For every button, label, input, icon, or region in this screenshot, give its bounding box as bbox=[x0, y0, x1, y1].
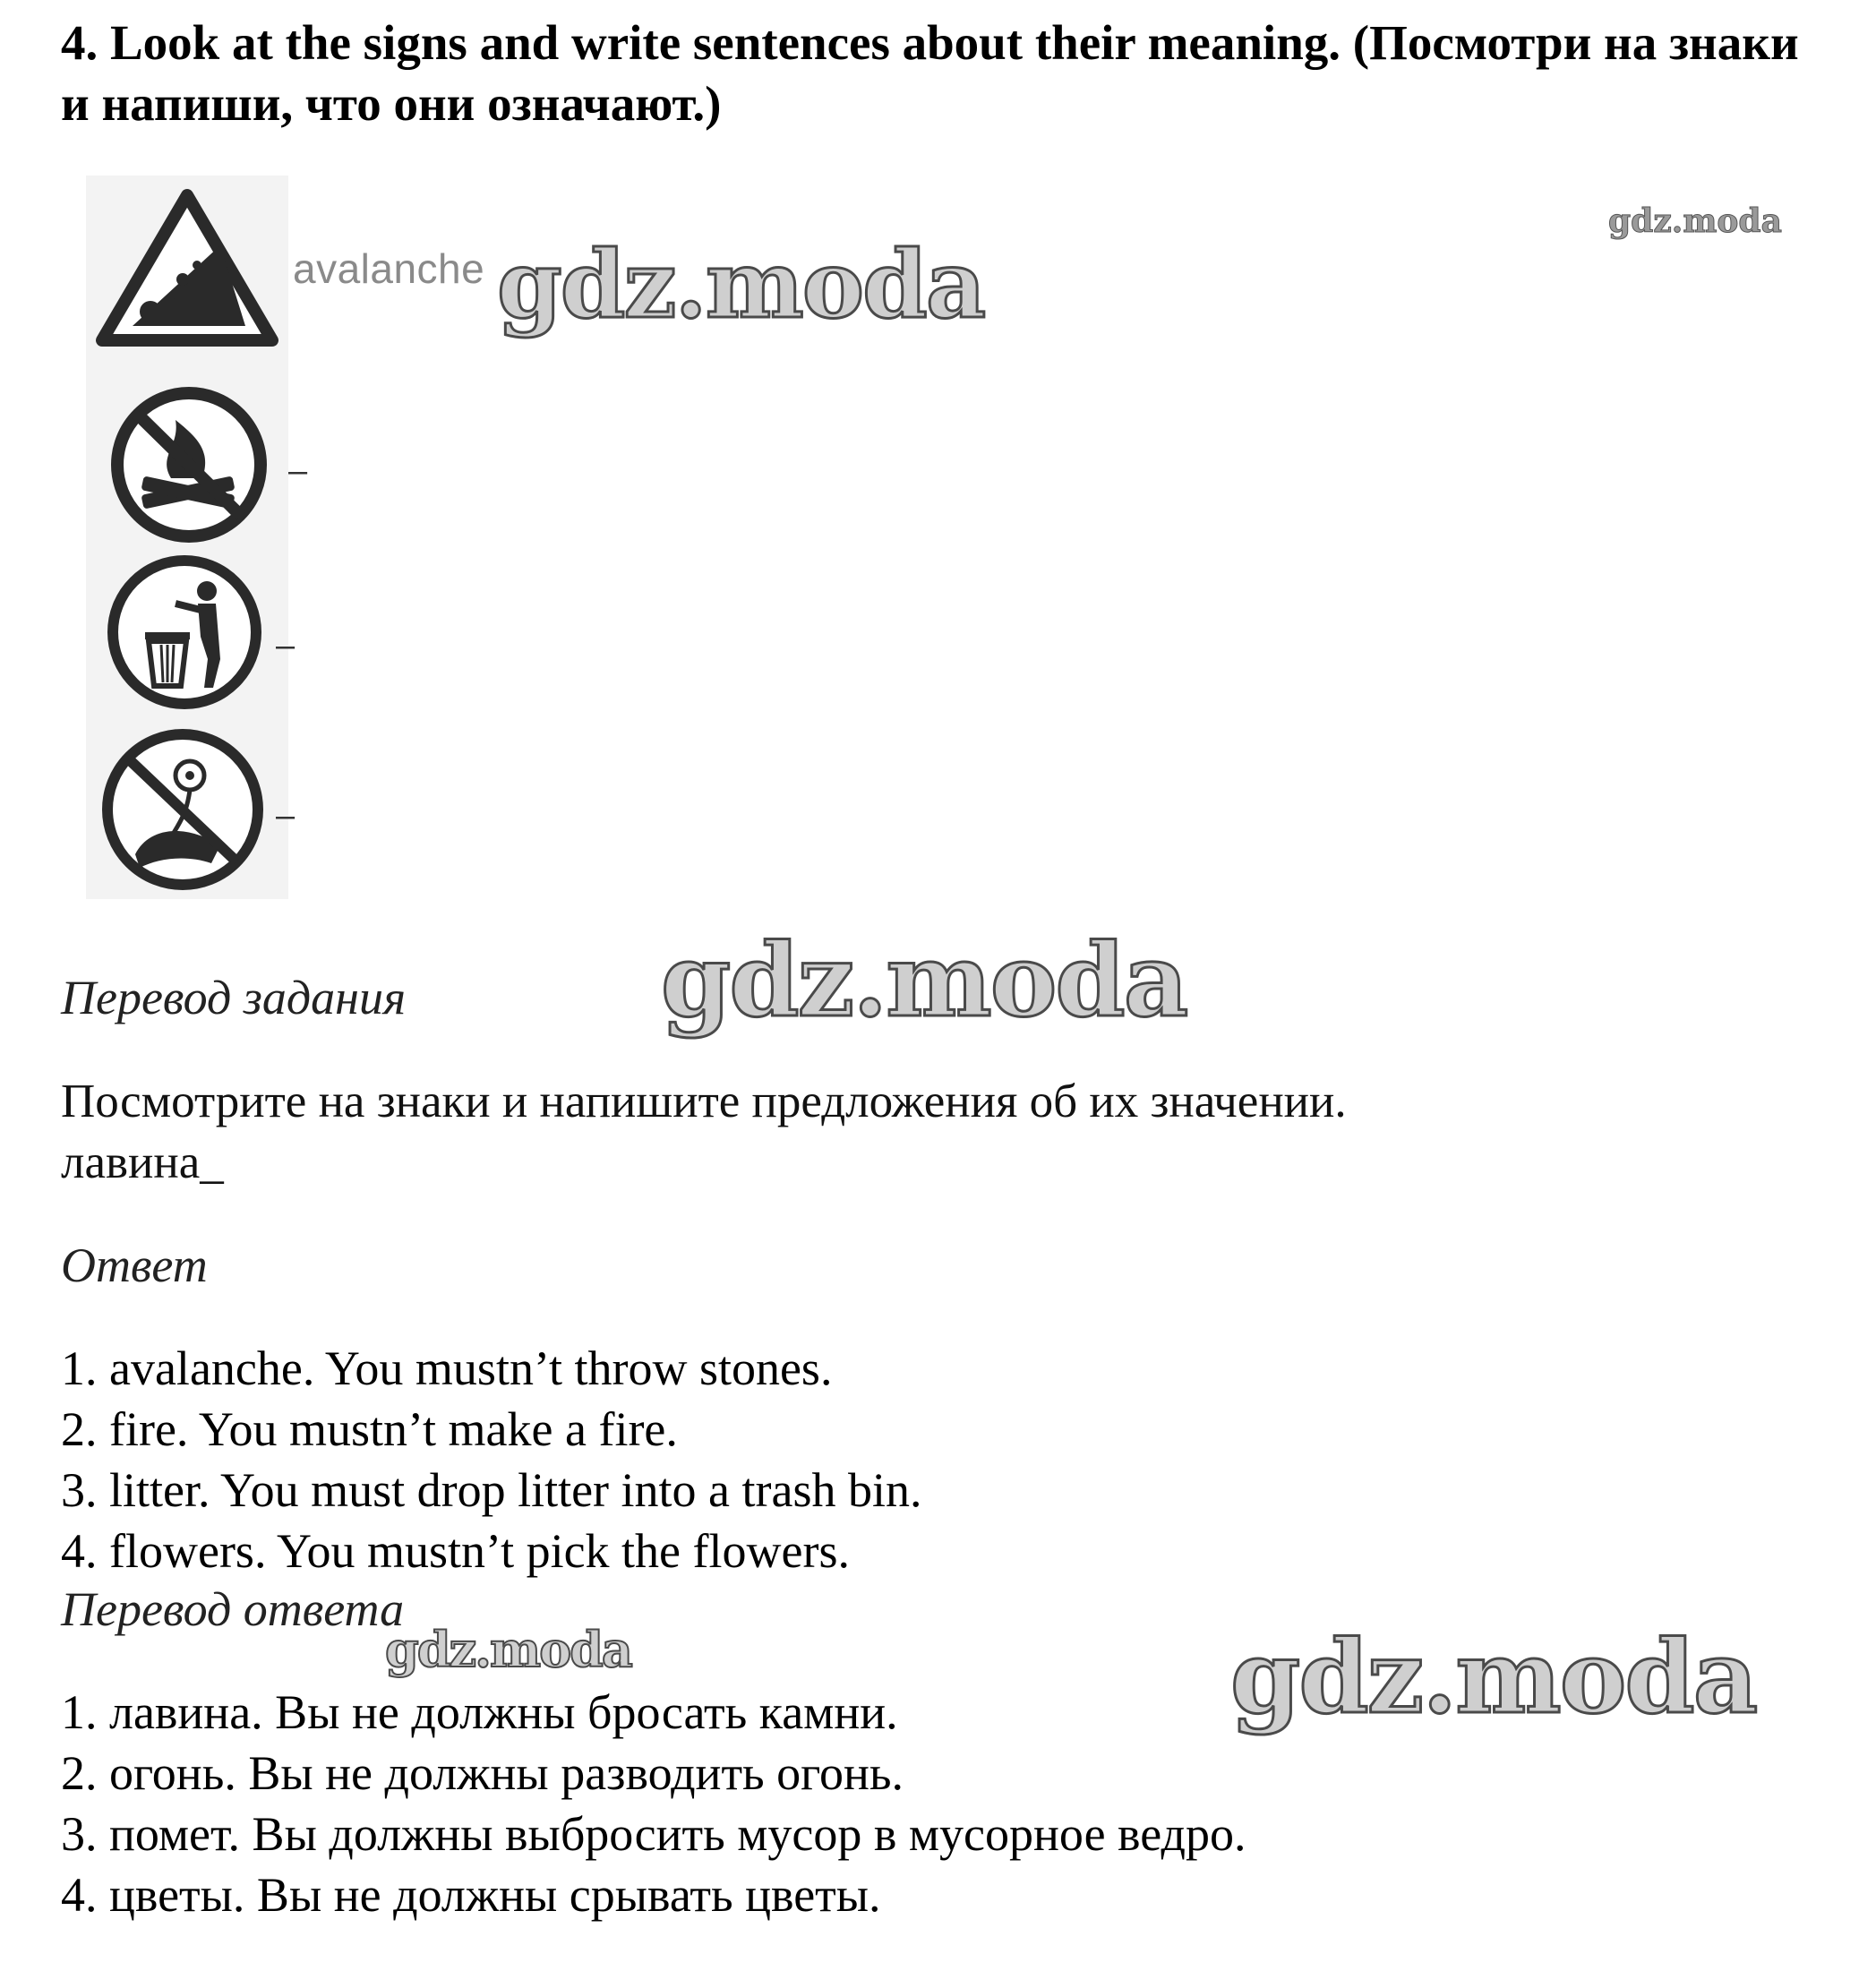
no-fire-icon bbox=[86, 380, 288, 550]
no-picking-flowers-icon bbox=[86, 720, 288, 890]
answer-translation-item-4: 4. цветы. Вы не должны срывать цветы. bbox=[61, 1868, 881, 1922]
task-translation-prompt: лавина_ bbox=[61, 1136, 224, 1188]
watermark-1: gdz.moda bbox=[497, 229, 985, 339]
answer-translation-heading: Перевод ответа bbox=[61, 1582, 405, 1636]
answer-item-4: 4. flowers. You mustn’t pick the flowers. bbox=[61, 1524, 850, 1578]
answer-item-1: 1. avalanche. You mustn’t throw stones. bbox=[61, 1341, 833, 1395]
watermark-4: gdz.moda bbox=[385, 1621, 631, 1678]
answer-translation-list bbox=[61, 1682, 1246, 1925]
signs-panel bbox=[86, 176, 288, 899]
sign-dash-litter: – bbox=[276, 627, 296, 664]
litter-bin-icon bbox=[86, 552, 288, 713]
watermark-5: gdz.moda bbox=[1230, 1619, 1757, 1736]
avalanche-warning-icon bbox=[86, 183, 288, 353]
answer-item-3: 3. litter. You must drop litter into a trash bin. bbox=[61, 1463, 922, 1517]
watermark-2: gdz.moda bbox=[1608, 202, 1782, 240]
answer-translation-item-1: 1. лавина. Вы не должны бросать камни. bbox=[61, 1685, 898, 1739]
watermark-3: gdz.moda bbox=[661, 922, 1187, 1040]
answer-list bbox=[61, 1338, 921, 1581]
sign-dash-flowers: – bbox=[276, 797, 296, 835]
answer-heading: Ответ bbox=[61, 1238, 208, 1292]
task-title: 4. Look at the signs and write sentences about their meaning. (Посмотри на знаки и напиши, что они означают.) bbox=[61, 15, 1799, 131]
answer-translation-item-3: 3. помет. Вы должны выбросить мусор в мусорное ведро. bbox=[61, 1807, 1246, 1861]
sign-dash-fire: – bbox=[288, 452, 308, 490]
task-translation-heading: Перевод задания bbox=[61, 971, 407, 1024]
task-translation-text: Посмотрите на знаки и напишите предложения об их значении. bbox=[61, 1075, 1347, 1127]
answer-translation-item-2: 2. огонь. Вы не должны разводить огонь. bbox=[61, 1746, 904, 1800]
avalanche-label: avalanche bbox=[293, 245, 485, 292]
answer-item-2: 2. fire. You mustn’t make a fire. bbox=[61, 1402, 678, 1456]
